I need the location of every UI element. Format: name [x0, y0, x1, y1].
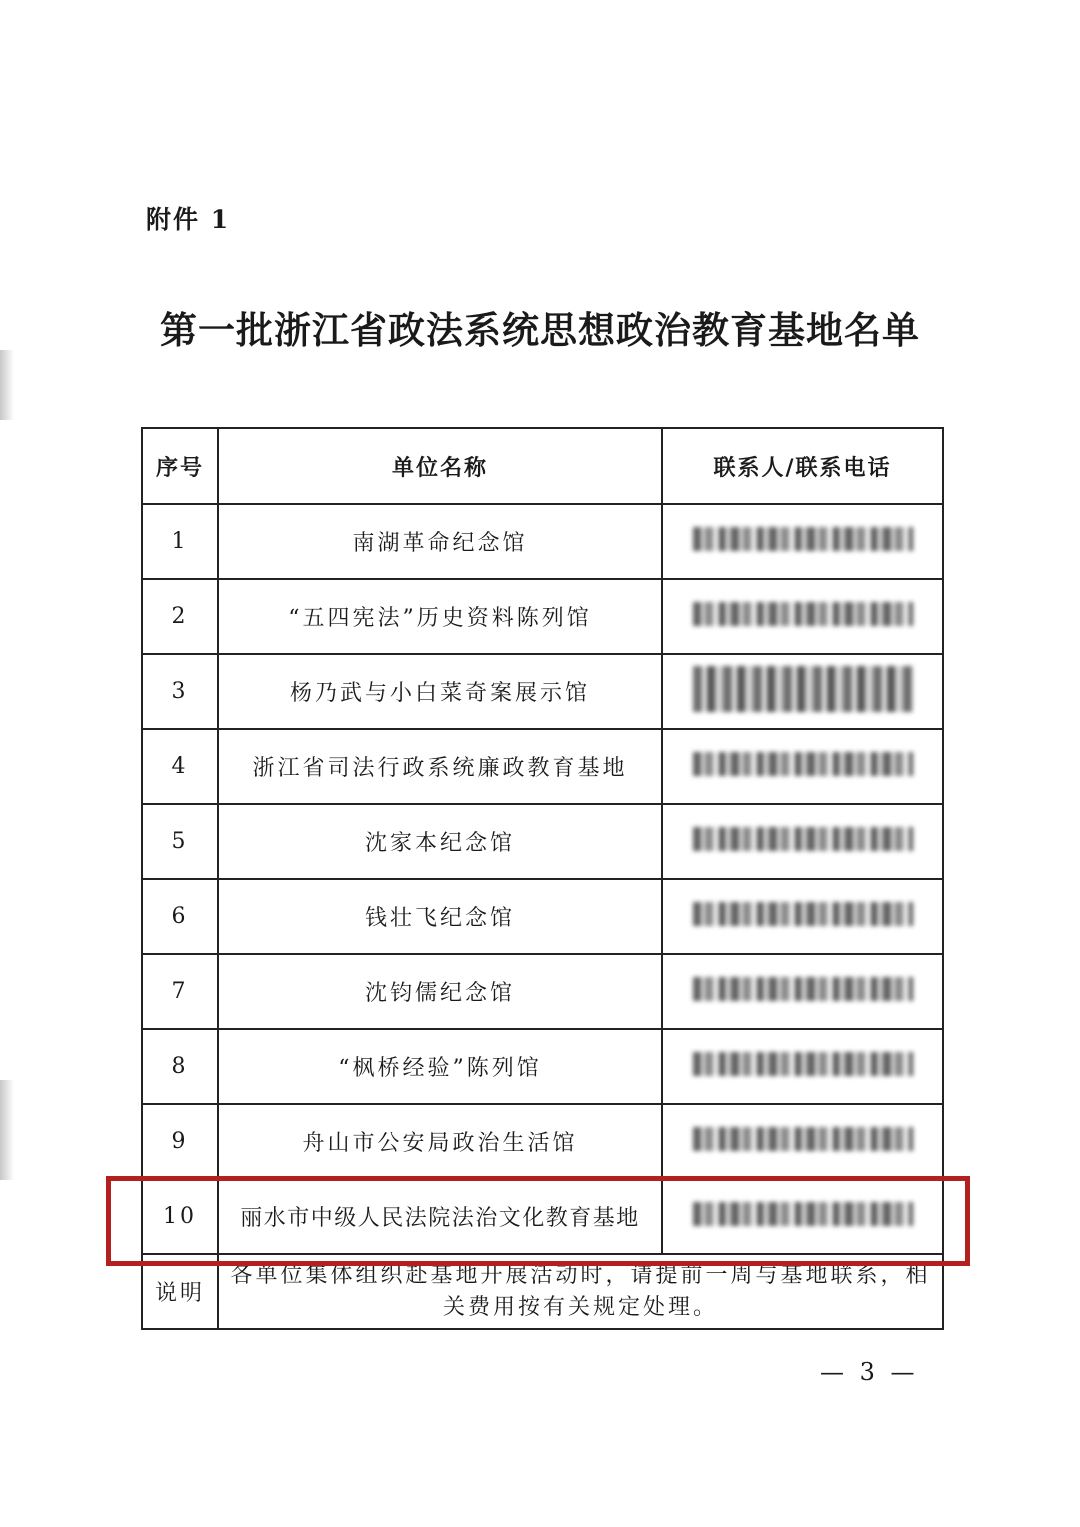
table-row — [142, 654, 943, 729]
row-contact-redacted — [662, 1104, 943, 1179]
row-unit-name: 舟山市公安局政治生活馆 — [218, 1104, 662, 1179]
table-row — [142, 1029, 943, 1104]
row-number: 8 — [142, 1029, 218, 1104]
row-contact-redacted — [662, 729, 943, 804]
redaction-blur — [693, 752, 913, 776]
row-contact-redacted — [662, 804, 943, 879]
row-unit-name: 沈钧儒纪念馆 — [218, 954, 662, 1029]
redaction-blur — [693, 977, 913, 1001]
row-number: 6 — [142, 879, 218, 954]
row-number: 4 — [142, 729, 218, 804]
table-header-row — [142, 428, 943, 504]
row-contact-redacted — [662, 879, 943, 954]
row-unit-name: 沈家本纪念馆 — [218, 804, 662, 879]
row-contact-redacted — [662, 504, 943, 579]
scan-edge-mark — [0, 350, 14, 420]
redaction-blur — [693, 602, 913, 626]
row-number: 7 — [142, 954, 218, 1029]
row-number: 5 — [142, 804, 218, 879]
row-number: 1 — [142, 504, 218, 579]
row-number: 3 — [142, 654, 218, 729]
note-label: 说明 — [142, 1254, 218, 1329]
row-contact-redacted — [662, 654, 943, 729]
redaction-blur — [693, 666, 913, 712]
attachment-label: 附件 1 — [146, 205, 231, 234]
table-row — [142, 804, 943, 879]
table-row — [142, 504, 943, 579]
note-text: 各单位集体组织赴基地开展活动时，请提前一周与基地联系，相关费用按有关规定处理。 — [218, 1254, 943, 1329]
table-row — [142, 579, 943, 654]
row-contact-redacted — [662, 579, 943, 654]
table-row — [142, 729, 943, 804]
row-contact-redacted — [662, 954, 943, 1029]
table-row — [142, 1104, 943, 1179]
table-row — [142, 954, 943, 1029]
page-number: — 3 — — [820, 1358, 919, 1386]
highlight-box — [106, 1176, 970, 1266]
header-unit-name: 单位名称 — [218, 428, 662, 504]
row-number: 2 — [142, 579, 218, 654]
row-number: 9 — [142, 1104, 218, 1179]
row-unit-name: 浙江省司法行政系统廉政教育基地 — [218, 729, 662, 804]
redaction-blur — [693, 1052, 913, 1076]
scan-edge-mark — [0, 1080, 14, 1180]
row-contact-redacted — [662, 1029, 943, 1104]
row-unit-name: “枫桥经验”陈列馆 — [218, 1029, 662, 1104]
redaction-blur — [693, 827, 913, 851]
row-unit-name: 钱壮飞纪念馆 — [218, 879, 662, 954]
row-unit-name: 丽水市中级人民法院法治文化教育基地 — [218, 1179, 662, 1254]
row-number: 10 — [142, 1179, 218, 1254]
document-title: 第一批浙江省政法系统思想政治教育基地名单 — [160, 308, 920, 352]
redaction-blur — [693, 902, 913, 926]
redaction-blur — [693, 527, 913, 551]
header-contact: 联系人/联系电话 — [662, 428, 943, 504]
table-row — [142, 879, 943, 954]
header-number: 序号 — [142, 428, 218, 504]
row-unit-name: “五四宪法”历史资料陈列馆 — [218, 579, 662, 654]
row-unit-name: 杨乃武与小白菜奇案展示馆 — [218, 654, 662, 729]
row-unit-name: 南湖革命纪念馆 — [218, 504, 662, 579]
redaction-blur — [693, 1127, 913, 1151]
